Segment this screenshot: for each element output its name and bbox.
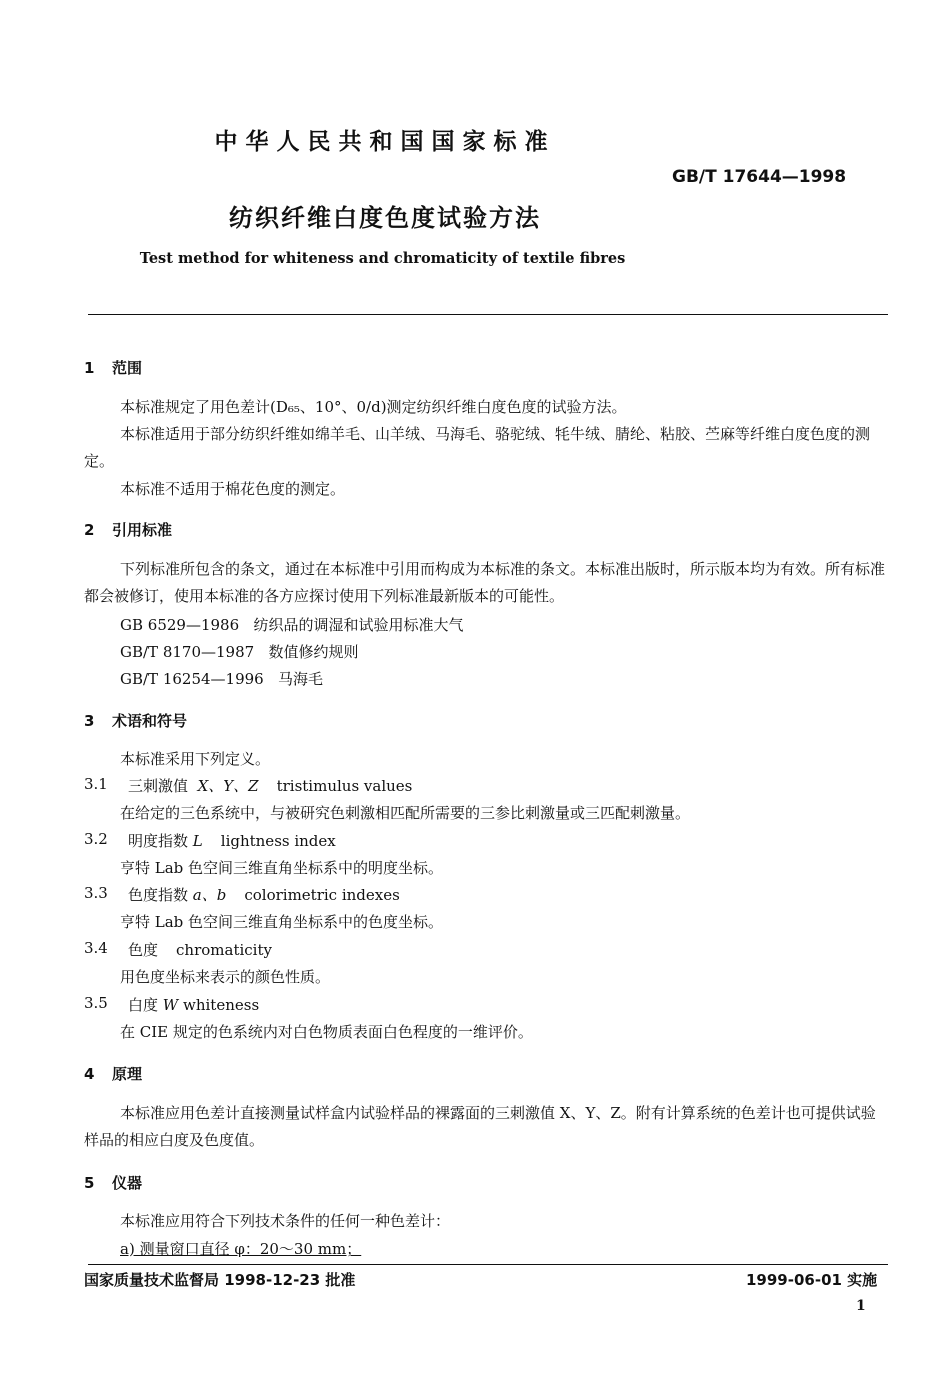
section-3-intro: 本标准采用下列定义。 bbox=[120, 750, 271, 768]
term-definition: 亨特 Lab 色空间三维直角坐标系中的明度坐标。 bbox=[120, 859, 444, 877]
section-1-number: 1 bbox=[84, 359, 95, 377]
term-heading: 白度 W whiteness bbox=[128, 996, 260, 1014]
term-number: 3.1 bbox=[84, 775, 108, 793]
section-5-item-a: a) 测量窗口直径 φ：20～30 mm； bbox=[120, 1240, 362, 1258]
section-5-heading bbox=[84, 1172, 142, 1193]
term-heading: 明度指数 L lightness index bbox=[128, 832, 336, 850]
section-2-heading bbox=[84, 519, 172, 540]
section-1-heading bbox=[84, 357, 142, 378]
section-4-number: 4 bbox=[84, 1065, 95, 1083]
section-5-number: 5 bbox=[84, 1174, 95, 1192]
section-1-paragraph-2: 本标准适用于部分纺织纤维如绵羊毛、山羊绒、马海毛、骆驼绒、牦牛绒、腈纶、粘胶、苎麻等纤维白度色度的测定。 bbox=[84, 425, 871, 470]
footer-divider bbox=[88, 1264, 888, 1265]
document-title-zh: 纺织纤维白度色度试验方法 bbox=[229, 204, 541, 232]
section-1-title: 范围 bbox=[112, 359, 143, 377]
term-definition: 在 CIE 规定的色系统内对白色物质表面白色程度的一维评价。 bbox=[120, 1023, 533, 1041]
reference-standard: GB 6529—1986 纺织品的调湿和试验用标准大气 bbox=[120, 616, 464, 634]
section-1-paragraph-1: 本标准规定了用色差计(D₆₅、10°、0/d)测定纺织纤维白度色度的试验方法。 bbox=[120, 398, 627, 416]
reference-standard: GB/T 16254—1996 马海毛 bbox=[120, 670, 324, 688]
section-3-title: 术语和符号 bbox=[112, 712, 188, 730]
section-5-intro: 本标准应用符合下列技术条件的任何一种色差计： bbox=[120, 1212, 451, 1230]
document-title-en: Test method for whiteness and chromaticity of textile fibres bbox=[139, 250, 626, 267]
term-definition: 用色度坐标来表示的颜色性质。 bbox=[120, 968, 331, 986]
section-2-title: 引用标准 bbox=[112, 521, 173, 539]
term-number: 3.4 bbox=[84, 939, 108, 957]
section-3-heading bbox=[84, 710, 187, 731]
section-4-title: 原理 bbox=[112, 1065, 143, 1083]
term-number: 3.3 bbox=[84, 884, 108, 902]
section-5-title: 仪器 bbox=[112, 1174, 143, 1192]
implementation-date: 1999-06-01 实施 bbox=[746, 1271, 878, 1289]
standard-number: GB/T 17644—1998 bbox=[672, 167, 847, 187]
term-definition: 亨特 Lab 色空间三维直角坐标系中的色度坐标。 bbox=[120, 913, 444, 931]
section-4-heading bbox=[84, 1063, 142, 1084]
approval-date: 国家质量技术监督局 1998-12-23 批准 bbox=[84, 1271, 356, 1289]
section-4-paragraph: 本标准应用色差计直接测量试样盒内试验样品的裸露面的三刺激值 X、Y、Z。附有计算系统的色差计也可提供试验样品的相应白度及色度值。 bbox=[84, 1104, 876, 1149]
section-2-number: 2 bbox=[84, 521, 95, 539]
term-number: 3.2 bbox=[84, 830, 108, 848]
term-heading: 色度指数 a、b colorimetric indexes bbox=[128, 886, 400, 904]
section-1-paragraph-3: 本标准不适用于棉花色度的测定。 bbox=[120, 480, 346, 498]
header-divider bbox=[88, 314, 888, 315]
reference-standard: GB/T 8170—1987 数值修约规则 bbox=[120, 643, 359, 661]
page-number: 1 bbox=[856, 1298, 866, 1314]
national-standard-heading: 中华人民共和国国家标准 bbox=[214, 129, 556, 155]
term-number: 3.5 bbox=[84, 994, 108, 1012]
term-heading: 色度 chromaticity bbox=[128, 941, 272, 959]
term-definition: 在给定的三色系统中，与被研究色刺激相匹配所需要的三参比刺激量或三匹配刺激量。 bbox=[120, 804, 691, 822]
term-heading: 三刺激值 X、Y、Z tristimulus values bbox=[128, 777, 413, 795]
section-2-paragraph: 下列标准所包含的条文，通过在本标准中引用而构成为本标准的条文。本标准出版时，所示版本均为有效。所有标准都会被修订，使用本标准的各方应探讨使用下列标准最新版本的可能性。 bbox=[84, 560, 886, 605]
section-3-number: 3 bbox=[84, 712, 95, 730]
